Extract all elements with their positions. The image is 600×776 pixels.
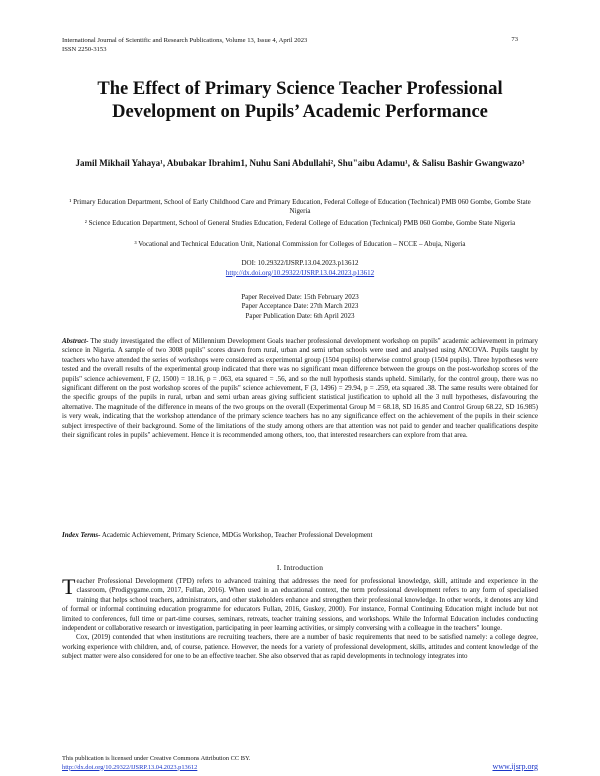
footer <box>62 755 250 772</box>
abstract-label: Abstract- <box>62 337 89 345</box>
paragraph-1-text: eacher Professional Development (TPD) refers to advanced training that addresses the need for professional knowledge, skill, attitude and experience in the classroom, (Prodigygame.com, 2017, Fullan, 2016). When used in an educational context, the term professional development refers to any form of specialised training that helps school teachers, administrators, and other stakeholders enhance and strengthen their professional knowledge. In other words, it denotes any kind of formal or informal continuing education programme for educators Fullan, 2016, Guskey, 2000). For instance, Formal Continuing Education might include but not limited to conferences, full time or part-time courses, seminars, retreats, teacher training sessions, and workshops. While the Informal Education includes conducting independent or collaborative research or investigation, participating in peer learning activities, or simply conversing with a colleague in the teachers" lounge. <box>62 577 538 633</box>
affiliation-1: ¹ Primary Education Department, School of Early Childhood Care and Primary Education, Federal College of Education (Technical) PMB 060 Gombe, Gombe State Nigeria <box>69 198 531 216</box>
affiliation-2: ² Science Education Department, School of General Studies Education, Federal College of Education (Technical) PMB 060 Gombe, Gombe State Nigeria <box>84 219 516 227</box>
received-date: Paper Received Date: 15th February 2023 <box>241 293 359 301</box>
running-header <box>62 36 307 54</box>
doi-block <box>62 240 538 278</box>
index-terms-text: Academic Achievement, Primary Science, MDGs Workshop, Teacher Professional Development <box>100 531 373 539</box>
abstract-text: The study investigated the effect of Millennium Development Goals teacher professional development workshop on pupils" academic achievement in primary science in Nigeria. A sample of two 3008 pupils" scores drawn from rural, urban and semi urban schools were used and analysed using ANCOVA. Pupils taught by teachers who have attended the series of workshops were considered as experimental group (1504 pupils) otherwise control group (1504 pupils). Three hypotheses were tested and the overall results of the experimental group indicated that there was no significant mean difference between the groups on the post-workshop scores of the pupils" science achievement, F (2, 1500) = 18.16, p = .063, eta squared = .56, and so the null hypothesis stands upheld. Similarly, for the control group, there was no significant different on the post workshop scores of the pupils" science achievement, F (3, 1496) = 29.94, p = .259, eta squared .38. The same results were obtained for the specific groups of the pupils in rural, urban and semi urban areas giving sufficient statistical justification to uphold all the 3 null hypotheses, disfavouring the alternative. The magnitude of the difference in means of the two groups on the overall (Experimental Group M = 68.18, SD 16.85 and Control Group 68.22, SD 16.985) is very weak, indicating that the workshop attendance of the primary science teachers has no any significance effect on the achievement of the pupils in their science subject irrespective of their background. Some of the limitations of the study among others are that attention was not paid to gender and teacher qualifications despite their significant roles in pupils" achievement. Hence it is recommended among others, too, that interested researchers can explore from that area. <box>62 337 538 440</box>
paper-dates <box>62 293 538 321</box>
doi-link[interactable]: http://dx.doi.org/10.29322/IJSRP.13.04.2023.p13612 <box>225 268 375 277</box>
journal-line: International Journal of Scientific and Research Publications, Volume 13, Issue 4, April 2023 <box>62 37 308 44</box>
acceptance-date: Paper Acceptance Date: 27th March 2023 <box>241 302 359 311</box>
body-text <box>62 574 538 662</box>
dropcap: T <box>62 574 76 599</box>
affiliation-3: ³ Vocational and Technical Education Unit, National Commission for Colleges of Education – NCCE – Abuja, Nigeria <box>134 240 466 248</box>
license-text: This publication is licensed under Creative Commons Attribution CC BY. <box>62 755 251 762</box>
paragraph-2: Cox, (2019) contended that when institutions are recruiting teachers, there are a number of basic requirements that need to be satisfied namely: a college degree, working experience with children, and, of course, patience. However, the needs for a variety of professional development, skills, attitudes and content knowledge of the subject matter were also considered for one to be an effective teacher. She also observed that as rapid developments in technology integrates into <box>62 633 538 661</box>
publication-date: Paper Publication Date: 6th April 2023 <box>245 311 355 320</box>
paper-title: The Effect of Primary Science Teacher Professional Development on Pupils’ Academic Performance <box>97 79 503 122</box>
abstract <box>62 337 538 440</box>
issn: ISSN 2250-3153 <box>62 46 107 53</box>
footer-doi-link[interactable]: http://dx.doi.org/10.29322/IJSRP.13.04.2023.p13612 <box>62 763 198 771</box>
author-list: Jamil Mikhail Yahaya¹, Abubakar Ibrahim1, Nuhu Sani Abdullahi², Shu"aibu Adamu¹, & Salisu Bashir Gwangwazo³ <box>75 158 525 168</box>
section-heading: I. Introduction <box>276 563 324 572</box>
page-number: 73 <box>511 36 518 43</box>
doi-text: DOI: 10.29322/IJSRP.13.04.2023.p13612 <box>241 259 359 268</box>
site-link[interactable]: www.ijsrp.org <box>492 762 538 771</box>
paragraph-1 <box>62 574 538 633</box>
index-terms-label: Index Terms- <box>62 531 101 539</box>
index-terms <box>62 531 538 540</box>
